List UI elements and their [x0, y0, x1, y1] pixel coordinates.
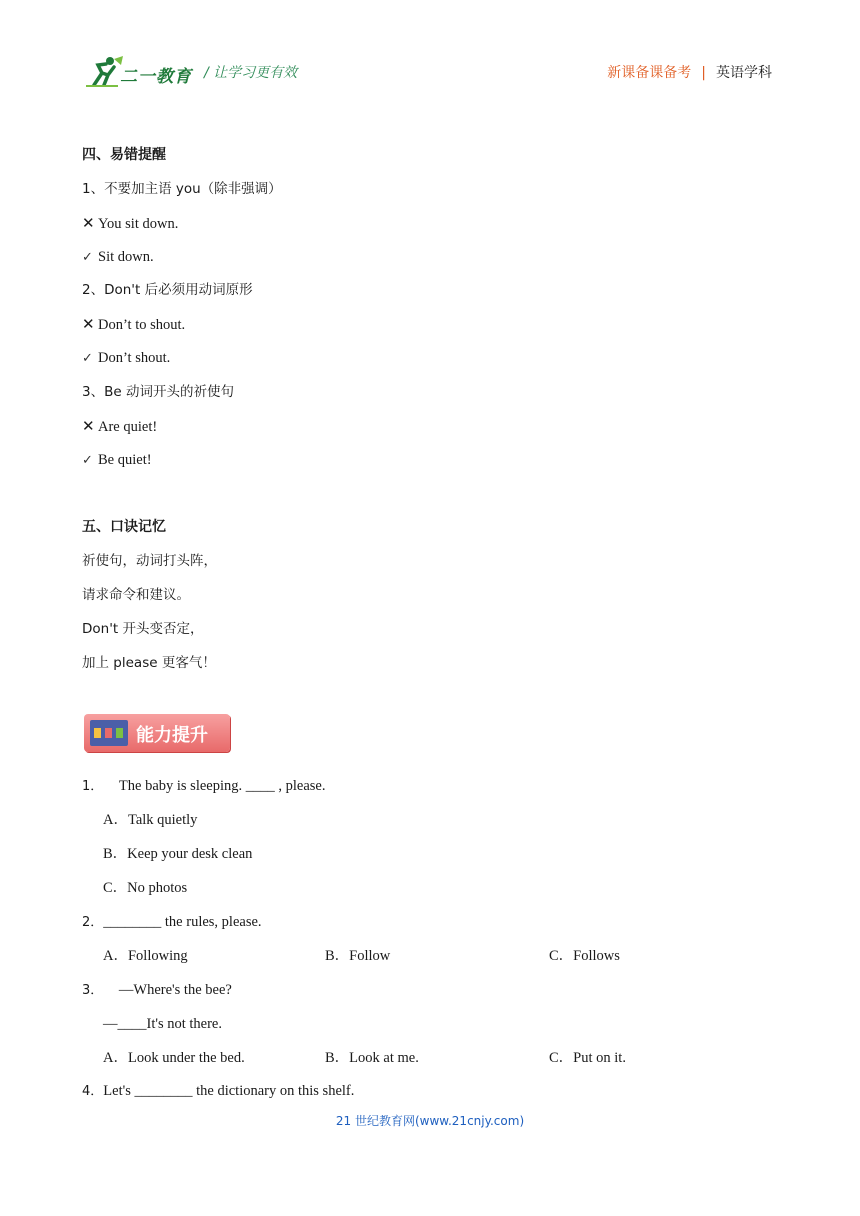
wrong-example — [82, 314, 185, 335]
option: A．Following — [103, 948, 188, 964]
option: A．Talk quietly — [103, 812, 198, 828]
check-icon: ✓ — [82, 250, 93, 265]
question-stem-line2: —____It's not there. — [103, 1016, 222, 1032]
option: C．Follows — [549, 948, 620, 964]
check-icon: ✓ — [82, 453, 93, 468]
question-2 — [82, 912, 262, 933]
cross-icon: ✕ — [82, 315, 95, 333]
right-example — [82, 247, 154, 268]
rule-title: 1、不要加主语 you（除非强调） — [82, 181, 282, 197]
tagline-separator: | — [701, 65, 706, 81]
banner-label: 能力提升 — [136, 725, 208, 746]
wrong-text: Don’t to shout. — [98, 317, 186, 333]
question-number: 4． — [82, 1084, 104, 1099]
question-stem: Let's ________ the dictionary on this shelf. — [103, 1083, 355, 1099]
right-example — [82, 450, 152, 471]
question-number: 2． — [82, 915, 104, 930]
rhyme-line: 加上 please 更客气！ — [82, 655, 216, 671]
logo-text: 二一教育 — [120, 67, 192, 87]
section4-heading: 四、易错提醒 — [82, 147, 166, 163]
question-stem: The baby is sleeping. ____ , please. — [118, 778, 326, 794]
rule-title: 3、Be 动词开头的祈使句 — [82, 384, 234, 400]
option: B．Follow — [325, 948, 391, 964]
rhyme-line: Don't 开头变否定， — [82, 621, 204, 637]
option: C．Put on it. — [549, 1050, 626, 1066]
header-tagline — [607, 62, 772, 82]
right-text: Be quiet! — [98, 452, 152, 468]
question-number: 1． — [82, 779, 104, 794]
option: B．Keep your desk clean — [103, 846, 253, 862]
question-3 — [82, 980, 232, 1001]
wrong-text: Are quiet! — [98, 419, 158, 435]
option: A．Look under the bed. — [103, 1050, 245, 1066]
wrong-text: You sit down. — [98, 216, 179, 232]
right-text: Sit down. — [98, 249, 154, 265]
option: B．Look at me. — [325, 1050, 419, 1066]
rhyme-line: 请求命令和建议。 — [82, 587, 190, 603]
cross-icon: ✕ — [82, 214, 95, 232]
wrong-example — [82, 213, 178, 234]
question-4 — [82, 1081, 354, 1102]
rhyme-line: 祈使句，动词打头阵， — [82, 553, 217, 569]
subject-label: 英语学科 — [716, 65, 772, 81]
tagline-text: 新课备课备考 — [607, 65, 692, 81]
page-footer: 21 世纪教育网(www.21cnjy.com) — [335, 1114, 525, 1128]
right-example — [82, 348, 170, 369]
cross-icon: ✕ — [82, 417, 95, 435]
option: C．No photos — [103, 880, 188, 896]
question-stem: —Where's the bee? — [118, 982, 232, 998]
question-stem: ________ the rules, please. — [103, 914, 262, 930]
blocks-icon — [90, 720, 128, 746]
rule-title: 2、Don't 后必须用动词原形 — [82, 282, 253, 298]
right-text: Don’t shout. — [98, 350, 171, 366]
question-number: 3． — [82, 983, 104, 998]
page-header — [0, 0, 860, 100]
wrong-example — [82, 416, 157, 437]
question-1 — [82, 776, 325, 797]
ability-banner — [84, 714, 230, 752]
section5-heading: 五、口诀记忆 — [82, 519, 166, 535]
check-icon: ✓ — [82, 351, 93, 366]
slogan: / 让学习更有效 — [204, 65, 298, 81]
